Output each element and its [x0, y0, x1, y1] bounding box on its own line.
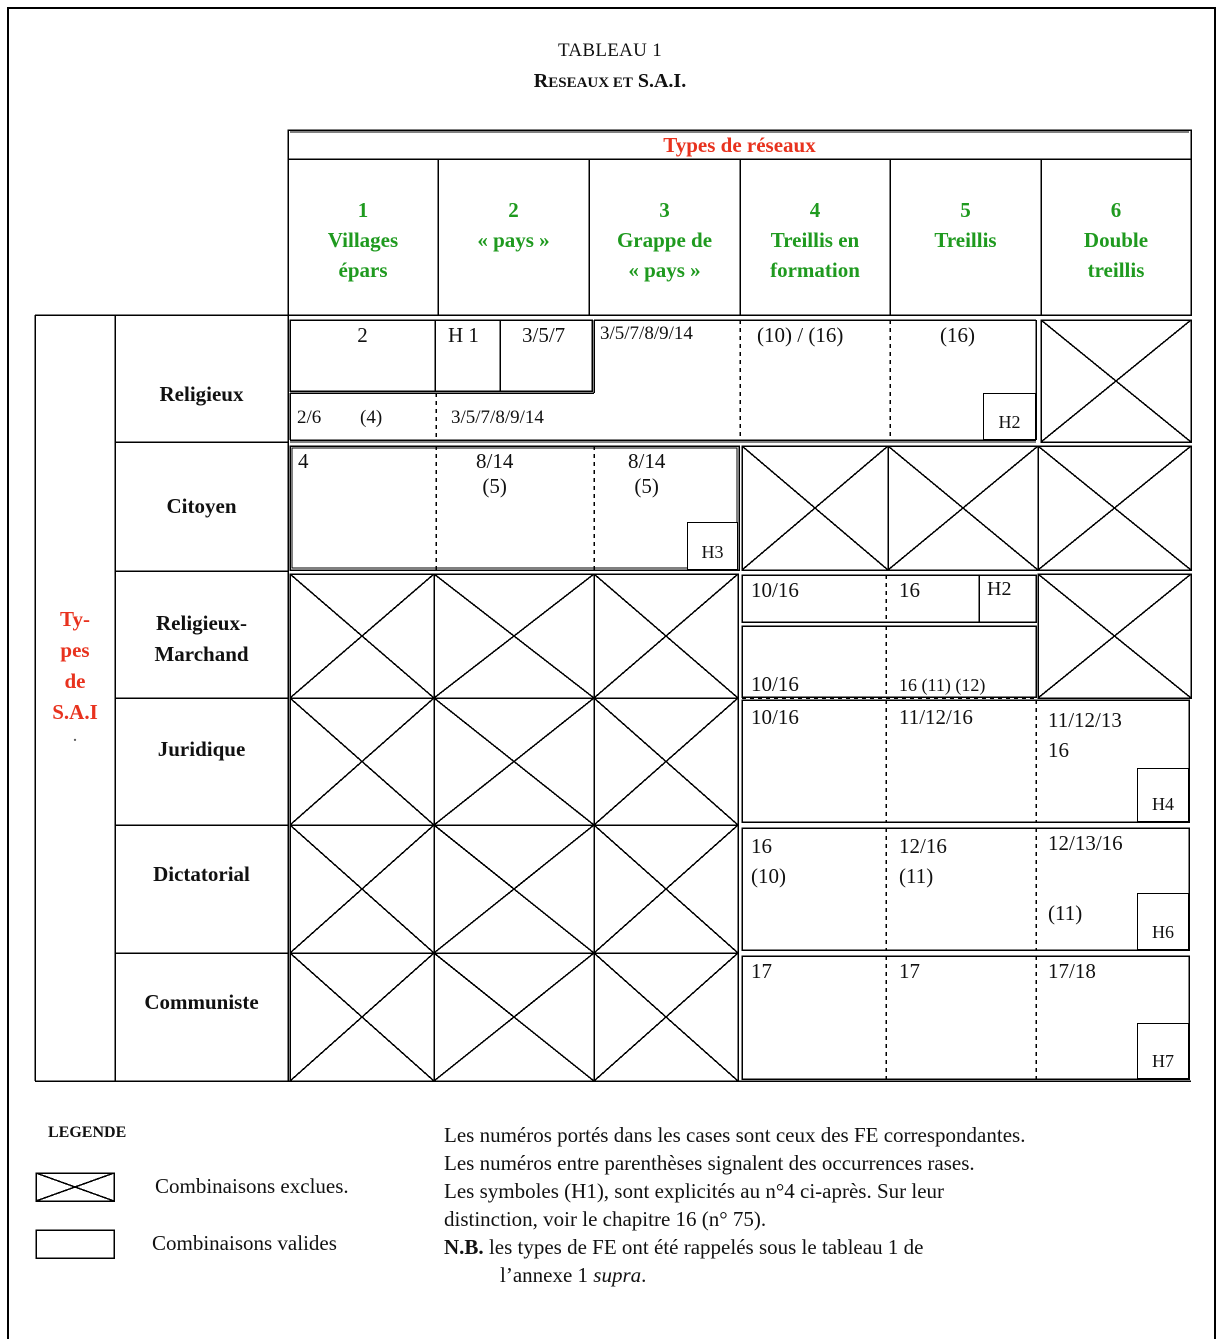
table-number: TABLEAU 1	[557, 40, 663, 61]
cell-religieux-1-top: 2	[357, 323, 368, 347]
row-label-religieux: Religieux	[159, 382, 244, 406]
hypothesis-badge-h4: H4	[1137, 768, 1189, 822]
row-label-juridique: Juridique	[157, 737, 246, 761]
hypothesis-badge-h2-relmarch: H2	[987, 578, 1012, 600]
cell-dictatorial-6-a: 12/13/16	[1048, 831, 1123, 855]
cell-dictatorial-4: 16 (10)	[751, 834, 786, 888]
cell-dictatorial-6-b: (11)	[1048, 901, 1083, 925]
cell-relmarch-5-top: 16	[899, 578, 920, 602]
column-header-2: 2 « pays »	[477, 198, 550, 252]
cell-juridique-4: 10/16	[751, 705, 799, 729]
cell-religieux-1-bottom-b: (4)	[360, 407, 383, 428]
column-header-4: 4 Treillis en formation	[770, 198, 860, 282]
row-label-dictatorial: Dictatorial	[153, 862, 250, 886]
cell-citoyen-1: 4	[298, 449, 309, 473]
cell-dictatorial-5: 12/16 (11)	[899, 834, 947, 888]
cell-relmarch-4-bottom: 10/16	[751, 672, 799, 696]
hypothesis-badge-h3: H3	[687, 522, 738, 570]
row-label-communiste: Communiste	[144, 990, 259, 1014]
cell-religieux-5: (16)	[940, 323, 975, 347]
hypothesis-badge-h6: H6	[1137, 893, 1189, 950]
columns-header: Types de réseaux	[663, 133, 816, 157]
cell-juridique-5: 11/12/16	[899, 705, 973, 729]
cell-relmarch-4-top: 10/16	[751, 578, 799, 602]
legend-title: LEGENDE	[48, 1124, 127, 1141]
cell-religieux-2-bottom: 3/5/7/8/9/14	[451, 407, 544, 428]
cell-citoyen-2: 8/14 (5)	[476, 449, 514, 498]
cell-religieux-3: 3/5/7/8/9/14	[600, 323, 693, 344]
cell-communiste-6: 17/18	[1048, 959, 1096, 983]
column-header-1: 1 Villages épars	[327, 198, 399, 282]
table-title: RESEAUX ET S.A.I.	[533, 70, 687, 92]
column-header-6: 6 Double treillis	[1083, 198, 1149, 282]
cell-communiste-5: 17	[899, 959, 920, 983]
legend-valid-label: Combinaisons valides	[152, 1231, 337, 1255]
hypothesis-badge-h7: H7	[1137, 1023, 1189, 1079]
cell-religieux-2-h1: H 1	[448, 323, 479, 347]
cell-religieux-1-bottom-a: 2/6	[297, 407, 322, 428]
cell-religieux-4: (10) / (16)	[757, 323, 844, 347]
column-header-5: 5 Treillis	[934, 198, 997, 252]
row-label-religieux-marchand: Religieux- Marchand	[154, 611, 249, 666]
legend-notes: Les numéros portés dans les cases sont ceux des FE correspondantes. Les numéros entre parenthèses signalent des occurrences rases. Les symboles (H1), sont explicités au n°4 ci-après. Sur leur distinction, voir le chapitre 16 (n° 75). N.B. les types de FE ont été rappelés sous le tableau 1 de l’annexe 1 supra.	[444, 1123, 1026, 1287]
rows-header: Ty- pes de S.A.I .	[52, 607, 98, 745]
cell-citoyen-3: 8/14 (5)	[628, 449, 666, 498]
cell-religieux-2-top: 3/5/7	[522, 323, 566, 347]
column-header-3: 3 Grappe de « pays »	[616, 198, 713, 282]
cell-juridique-6: 11/12/13 16	[1048, 708, 1122, 762]
cell-communiste-4: 17	[751, 959, 772, 983]
legend-excluded-label: Combinaisons exclues.	[155, 1174, 349, 1198]
hypothesis-badge-h2-religieux: H2	[983, 393, 1036, 440]
cell-relmarch-5-bottom: 16 (11) (12)	[899, 675, 986, 695]
row-label-citoyen: Citoyen	[166, 494, 237, 518]
